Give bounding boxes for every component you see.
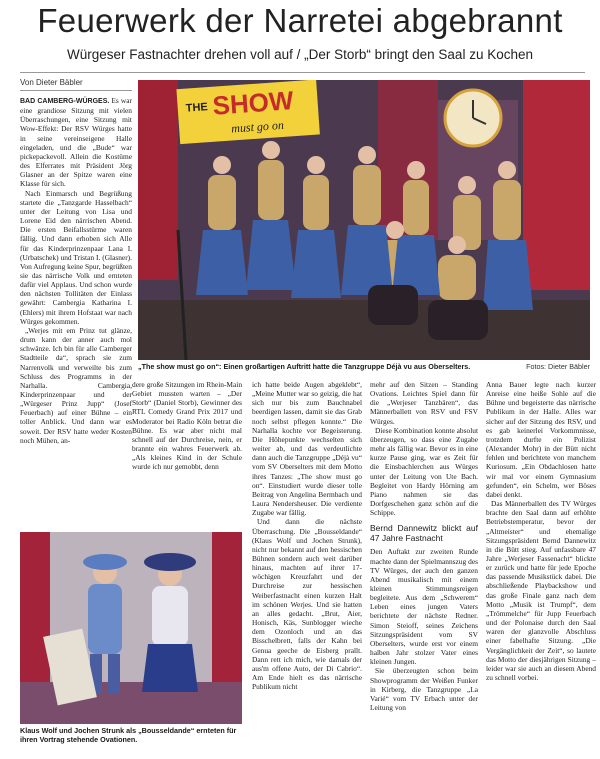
paragraph: Sie überzeugten schon beim Showprogramm der Weißen Funker in Kirberg, die Tanzgruppe „La Varié“ vom TV Erbach unter der Leitung von <box>370 666 478 712</box>
main-photo <box>138 80 590 360</box>
headline: Feuerwerk der Narretei abgebrannt <box>37 2 563 39</box>
subheadline: Würgeser Fastnachter drehen voll auf / „Der Storb“ bringt den Saal zu Kochen <box>67 47 533 62</box>
byline: Von Dieter Bäbler <box>20 78 83 87</box>
photo-credit: Fotos: Dieter Bäbler <box>526 362 590 371</box>
banner-text-the: THE <box>185 101 209 115</box>
divider <box>20 72 585 73</box>
second-photo-caption: Klaus Wolf und Jochen Strunk als „Bousseldande“ ernteten für ihren Vortrag stehende Ovationen. <box>20 726 237 744</box>
article-column-5 <box>486 380 596 755</box>
paragraph: Es war eine grandiose Sitzung mit vielen Überraschungen, eine Sitzung mit Wow-Effekt: Der RSV Würges hatte in seine vereinseigene Halle eingeladen, und die „Bude“ war pickepackevoll. Allein die Kostüme des Elferrates mit Präsident Jörg Glasner an der Spitze waren eine Klasse für sich. <box>20 96 132 189</box>
paragraph: dere große Sitzungen im Rhein-Main Gebiet mussten warten – „Der Storb“ (Daniel Storb), Gewinner des RTL Comedy Grand Prix 2017 und Moderator bei Radio Köln betrat die Bühne. Es war aber nicht mal schnell auf der Durchreise, nein, er brannte ein wahres Feuerwerk ab. „Als kleines Kind in der Schule wurde ich nur gemobbt, denn <box>132 380 242 472</box>
comedy-duo-photo <box>20 532 242 724</box>
paragraph: Und dann die nächste Überraschung. Die „Bousseldande“ (Klaus Wolf und Jochen Strunk), nicht nur bekannt auf den hessischen Bühnen sondern auch weit darüber hinaus, machten auf ihrer 17-wöchigen Kreuzfahrt und der Durchreise zur hessischen Weiberfastnacht einen kurzen Halt im schönen Werjes. Und sie hatten an alles gedacht. „Brut, Aier, Honisch, Käs, Sunblogger wieche dem Ozonloch und an das Bisschelbrett, falls der Kahn bei Genua geeche de Eisberg prallt. Dann rett ich mich, wie damals der aus'm offene Auto, der Di Cabrio“. Am Ende hielt es das närrische Publikum nicht <box>252 517 362 692</box>
paragraph: Den Auftakt zur zweiten Runde machte dann der Spielmannszug des TV Würges, der auch den ganzen Abend musikalisch mit einem kleinen Stimmungsreigen begleitete. Aus dem „Schwerem“ Leben eines jungen Vaters berichtete der nächste Redner. Simon Steioff, seines Zeichens Sitzungspräsident vom SV Oberselters, wurde erst vor einem halben Jahr stolzer Vater eines kleinen Jungen. <box>370 547 478 667</box>
banner-text-show: SHOW <box>211 85 295 121</box>
paragraph: ich hatte beide Augen abgeklebt“, „Meine Mutter war so geizig, die hat sich nur bis zum Bauchnabel beerdigen lassen, damit sie das Grab noch selbst pflegen konnte.“ Die Narhalla kochte vor Begeisterung. Die Höhepunkte wechselten sich weiter ab, und das verdeutlichte dann auch die Tanzgruppe „Déjà vu“ vom SV Oberselters mit dem Motto ihres Tanzes: „The show must go on“. Einstudiert wurde dieser tolle Beitrag von Angelina Bermbach und Laura Nendersheuser. Die verdiente Zugabe war fällig. <box>252 380 362 518</box>
caption-text: „The show must go on“: Einen großartigen Auftritt hatte die Tanzgruppe Déjà vu aus Oberselters. <box>138 362 471 371</box>
article-column-1 <box>20 96 132 466</box>
paragraph: Das Männerballett des TV Würges brachte den Saal dann auf erhöhte Betriebstemperatur, bevor der „Altmeister“ und ehemalige Sitzungspräsident Bernd Dannewitz in die Bütt stieg. Auf unfassbare 47 Jahre „Werjeser Fassenacht“ blickte er zurück und hatte für jede Epoche das passende Musikstück dabei. Die abschließende Playbackshow und das große Finale ganz nach dem Motto „Musik ist Trumpf“, dem „Trömmelche“ für Jupp Feuerbach und der Polonaise durch den Saal waren der glanzvolle Abschluss einer fabelhafte Sitzung. „Die Vergänglichkeit der Zeit“, so lautete das Motto der diesjährigen Sitzung – leider war sie auch an diesem Abend zu schnell vorbei. <box>486 499 596 682</box>
paragraph: „Werjes mit em Prinz tut glänze, drum kann der anner auch mol schwänze. Ich bin für alle Camberger Stadtteile da“, sprach sie zum Narrenvolk und verweilte bis zum Schluss des Programms in der Narhalla. Cambergia, Kinderprinzenpaar und der „Würgeser Prinz Jupp“ (Josef Feuerbach) auf einer Bühne – ein toller Anblick. Und dann war es soweit. Der RSV hatte weder Kosten noch Mühen, an- <box>20 325 132 445</box>
dateline: BAD CAMBERG-WÜRGES. <box>20 98 110 105</box>
dance-group-photo <box>138 80 590 360</box>
paragraph: Nach Einmarsch und Begrüßung startete die „Tanzgarde Hasselbach“ unter der Leitung von Lisa und Lorene Eid den närrischen Abend. Die ersten Beifallsstürme waren fällig. Und dann erhoben sich Alle für das Kinderprinzenpaar Lana I. (Urbatschek) und Tristan I. (Glasner). Von Aufregung keine Spur, begrüßten sie das närrische Volk und ernteten dafür viel Applaus. Und schon wurde den nächsten Tollitäten der Einlass gewährt: Cambergia Katharina I. (Ehlers) mit ihrem Hofstaat war nach Würges gekommen. <box>20 188 132 326</box>
main-photo-caption <box>138 362 590 371</box>
paragraph: mehr auf den Sitzen – Standing Ovations. Leichtes Spiel dann für die „Werjeser Tanzbären“, das Männerballett von RSV und FSV Würges. <box>370 380 478 426</box>
article-column-3 <box>252 380 362 755</box>
paragraph: Diese Kombination konnte absolut überzeugen, so dass eine Zugabe mehr als fällig war. Bevor es in eine kurze Pause ging, war es Zeit für die Einsbachlerchen aus Würges unter der Leitung von Ute Bach. Begleitet von Hardy Hörning am Piano nahmen sie das Dorfgeschehen ganz schön auf die Schippe. <box>370 425 478 518</box>
banner-text-must: must go on <box>230 117 285 136</box>
byline-divider <box>20 90 132 91</box>
section-subheading: Bernd Dannewitz blickt auf 47 Jahre Fastnacht <box>370 523 478 544</box>
article-column-4 <box>370 380 478 755</box>
article-column-2 <box>132 380 242 530</box>
paragraph: Anna Bauer legte nach kurzer Anreise eine heiße Sohle auf die Bühne und begeisterte das närrische Publikum in der Halle. Alles war sicher auf der Sitzung des RSV, und es gab keinerlei Vorkommnisse, trotzdem durfte ein Polizist (Alexander Mohr) in der Bütt nicht fehlen und berichtete von manchem Kuriosum. „Ein Obdachlosen hatte wir mal vor einem Gymnasium gefunden“, ein Schelm, wer Böses dabei denkt. <box>486 380 596 499</box>
second-photo <box>20 532 242 724</box>
